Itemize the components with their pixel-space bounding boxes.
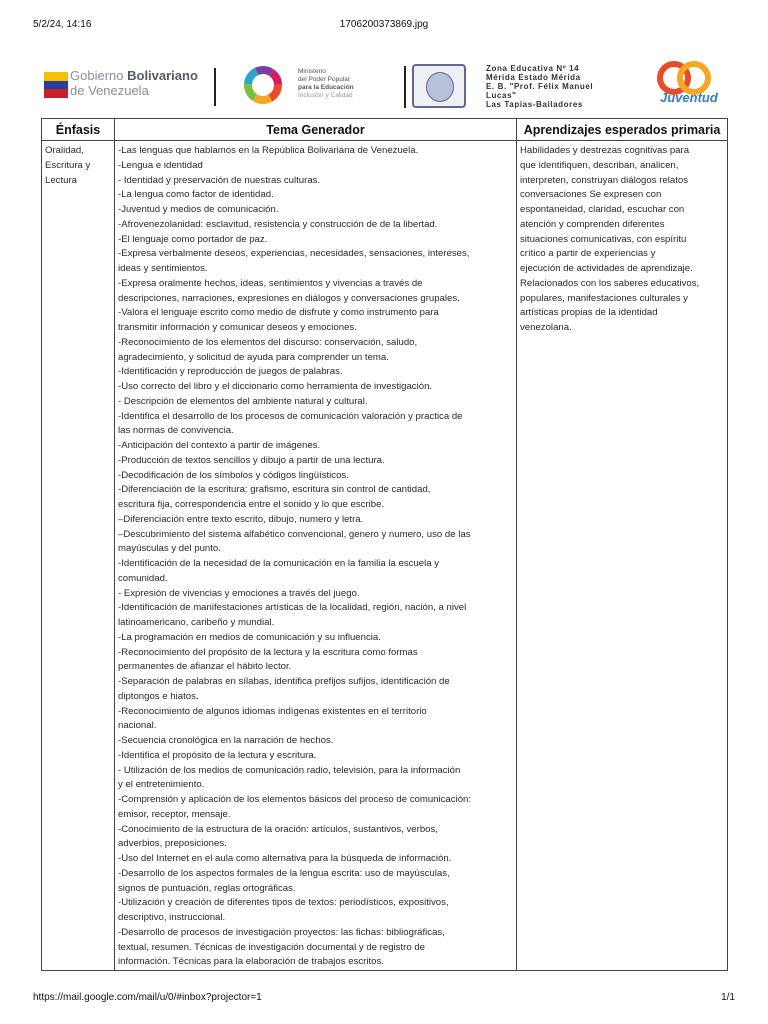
print-datetime: 5/2/24, 14:16 — [33, 19, 92, 30]
zona-educativa-text: Zona Educativa Nº 14 Mérida Estado Mérida E. B. "Prof. Félix Manuel Lucas" Las Tapias-Bailadores — [486, 64, 594, 109]
ministerio-ring-logo — [232, 65, 294, 105]
school-seal-icon — [412, 64, 466, 108]
tema-line: -Expresa oralmente hechos, ideas, sentimientos y vivencias a través de — [118, 277, 423, 289]
ministerio-text: Ministerio del Poder Popular para la Educación Inclusión y Calidad — [298, 68, 354, 99]
tema-line: -Reconocimiento del propósito de la lectura y la escritura como formas — [118, 646, 418, 658]
tema-line: -Utilización y creación de diferentes tipos de textos: periodísticos, expositivos, — [118, 897, 449, 909]
table-row — [42, 141, 728, 971]
juventud-logo — [634, 60, 718, 110]
tema-line: -La lengua como factor de identidad. — [118, 189, 274, 201]
aprendizaje-line: situaciones comunicativas, con espíritu — [520, 233, 687, 245]
aprendizaje-line: Relacionados con los saberes educativos, — [520, 277, 700, 289]
header-enfasis: Énfasis — [42, 119, 115, 141]
tema-line: -Expresa verbalmente deseos, experiencias, necesidades, sensaciones, intereses, — [118, 248, 470, 260]
gobierno-word: Gobierno — [70, 68, 124, 83]
tema-line: -Identifica el propósito de la lectura y escritura. — [118, 749, 317, 761]
tema-line: -Producción de textos sencillos y dibujo a partir de una lectura. — [118, 454, 385, 466]
tema-line: -Identifica el desarrollo de los procesos de comunicación valoración y practica de — [118, 410, 463, 422]
tema-line: emisor, receptor, mensaje. — [118, 808, 231, 820]
tema-line: las normas de convivencia. — [118, 425, 234, 437]
enfasis-line: Oralidad, — [45, 145, 84, 156]
aprendizaje-line: que identifiquen, describan, analicen, — [520, 159, 679, 171]
de-venezuela-text: de Venezuela — [70, 83, 149, 98]
tema-line: -Decodificación de los símbolos y códigos lingüísticos. — [118, 469, 349, 481]
tema-line: -Uso correcto del libro y el diccionario como herramienta de investigación. — [118, 381, 433, 392]
venezuela-flag-icon — [44, 72, 68, 98]
tema-line: -Anticipación del contexto a partir de imágenes. — [118, 440, 321, 451]
aprendizaje-line: populares, manifestaciones culturales y — [520, 292, 688, 304]
tema-line: -Identificación de la necesidad de la comunicación en la familia la escuela y — [118, 558, 440, 569]
tema-line: -Reconocimiento de algunos idiomas indígenas existentes en el territorio — [118, 705, 427, 717]
tema-line: -Lengua e identidad — [118, 159, 203, 171]
print-header — [33, 19, 735, 33]
aprendizaje-line: venezolana. — [520, 322, 572, 333]
tema-line: latinoamericano, caribeño y mundial. — [118, 617, 275, 628]
header-aprendizajes: Aprendizajes esperados primaria — [517, 119, 728, 141]
tema-line: descriptivo, instruccional. — [118, 912, 226, 923]
juventud-logo-text: Juventud — [660, 90, 718, 105]
tema-line: -Valora el lenguaje escrito como medio de disfrute y como instrumento para — [118, 307, 439, 319]
tema-line: diptongos e hiatos. — [118, 690, 199, 702]
tema-line: ideas y sentimientos. — [118, 263, 208, 274]
table-header-row — [42, 119, 728, 141]
tema-line: permanentes de afianzar el hábito lector. — [118, 661, 292, 673]
tema-line: adverbios, preposiciones. — [118, 838, 227, 850]
tema-line: escritura fija, correspondencia entre el sonido y lo que escribe. — [118, 499, 385, 510]
header-tema-generador: Tema Generador — [115, 119, 517, 141]
tema-line: -Comprensión y aplicación de los elementos básicos del proceso de comunicación: — [118, 794, 472, 805]
tema-line: -La programación en medios de comunicación y su influencia. — [118, 631, 381, 643]
tema-line: -Juventud y medios de comunicación. — [118, 204, 279, 215]
aprendizaje-line: interpreten, construyan diálogos relatos — [520, 174, 688, 186]
print-filename: 1706200373869.jpg — [339, 19, 429, 30]
tema-line: nacional. — [118, 720, 157, 732]
tema-line: -Uso del Internet en el aula como alternativa para la búsqueda de información. — [118, 853, 452, 864]
institutional-banner — [42, 60, 722, 114]
tema-line: transmitir información y comunicar deseos y emociones. — [118, 322, 357, 333]
banner-divider — [214, 68, 216, 106]
tema-line: –Diferenciación entre texto escrito, dibujo, numero y letra. — [118, 513, 364, 525]
aprendizaje-line: artísticas propias de la identidad — [520, 307, 658, 319]
tema-line: -El lenguaje como portador de paz. — [118, 233, 268, 245]
enfasis-line: Escritura y — [45, 159, 91, 171]
tema-line: -Diferenciación de la escritura: grafismo, escritura sin control de cantidad, — [118, 484, 431, 496]
aprendizaje-line: ejecución de actividades de aprendizaje. — [520, 263, 693, 274]
aprendizaje-line: atención y comprenden diferentes — [520, 218, 665, 230]
tema-line: y el entretenimiento. — [118, 779, 205, 791]
enfasis-line: Lectura — [45, 174, 77, 186]
tema-line: -Separación de palabras en sílabas, identifica prefijos sufijos, identificación de — [118, 676, 450, 687]
aprendizaje-line: crítico a partir de experiencias y — [520, 248, 656, 260]
aprendizaje-line: espontaneidad, claridad, escuchar con — [520, 204, 685, 215]
enfasis-cell — [42, 141, 115, 971]
print-footer — [33, 992, 735, 1006]
footer-url: https://mail.google.com/mail/u/0/#inbox?projector=1 — [33, 992, 262, 1003]
banner-divider-2 — [404, 66, 406, 108]
tema-line: - Identidad y preservación de nuestras culturas. — [118, 174, 321, 186]
tema-generador-cell — [115, 141, 517, 971]
aprendizajes-cell — [517, 141, 728, 971]
tema-line: - Utilización de los medios de comunicación radio, televisión, para la información — [118, 764, 461, 776]
tema-line: signos de puntuación, reglas ortográficas. — [118, 882, 296, 894]
tema-line: - Expresión de vivencias y emociones a través del juego. — [118, 587, 360, 599]
bolivariano-word: Bolivariano — [127, 68, 198, 83]
tema-line: - Descripción de elementos del ambiente natural y cultural. — [118, 395, 368, 407]
tema-line: -Desarrollo de los aspectos formales de la lengua escrita: uso de mayúsculas, — [118, 867, 450, 879]
tema-line: -Las lenguas que hablamos en la República Bolivariana de Venezuela. — [118, 145, 419, 156]
footer-page-number: 1/1 — [721, 992, 735, 1003]
tema-line: -Afrovenezolanidad: esclavitud, resistencia y construcción de de la libertad. — [118, 218, 438, 230]
tema-line: –Descubrimiento del sistema alfabético convencional, genero y numero, uso de las — [118, 528, 471, 540]
tema-line: -Secuencia cronológica en la narración de hechos. — [118, 735, 334, 746]
tema-line: descripciones, narraciones, expresiones en diálogos y conversaciones grupales. — [118, 292, 460, 304]
tema-line: -Identificación de manifestaciones artísticas de la localidad, región, nación, a nivel — [118, 602, 467, 614]
tema-line: -Reconocimiento de los elementos del discurso: conservación, saludo, — [118, 336, 418, 348]
gobierno-bolivariano-logo — [42, 66, 212, 106]
tema-line: -Desarrollo de procesos de investigación proyectos: las fichas: bibliográficas, — [118, 926, 445, 938]
tema-line: -Identificación y reproducción de juegos de palabras. — [118, 366, 343, 378]
aprendizaje-line: conversaciones Se expresen con — [520, 189, 662, 201]
curriculum-table — [41, 118, 728, 971]
aprendizaje-line: Habilidades y destrezas cognitivas para — [520, 145, 690, 156]
tema-line: mayúsculas y del punto. — [118, 543, 221, 555]
tema-line: agradecimiento, y solicitud de ayuda para comprender un tema. — [118, 351, 389, 363]
tema-line: -Conocimiento de la estructura de la oración: artículos, sustantivos, verbos, — [118, 823, 438, 835]
tema-line: información. Técnicas para la elaboración de trabajos escritos. — [118, 956, 384, 968]
tema-line: textual, resumen. Técnicas de investigación documental y de registro de — [118, 941, 425, 953]
tema-line: comunidad. — [118, 572, 168, 584]
